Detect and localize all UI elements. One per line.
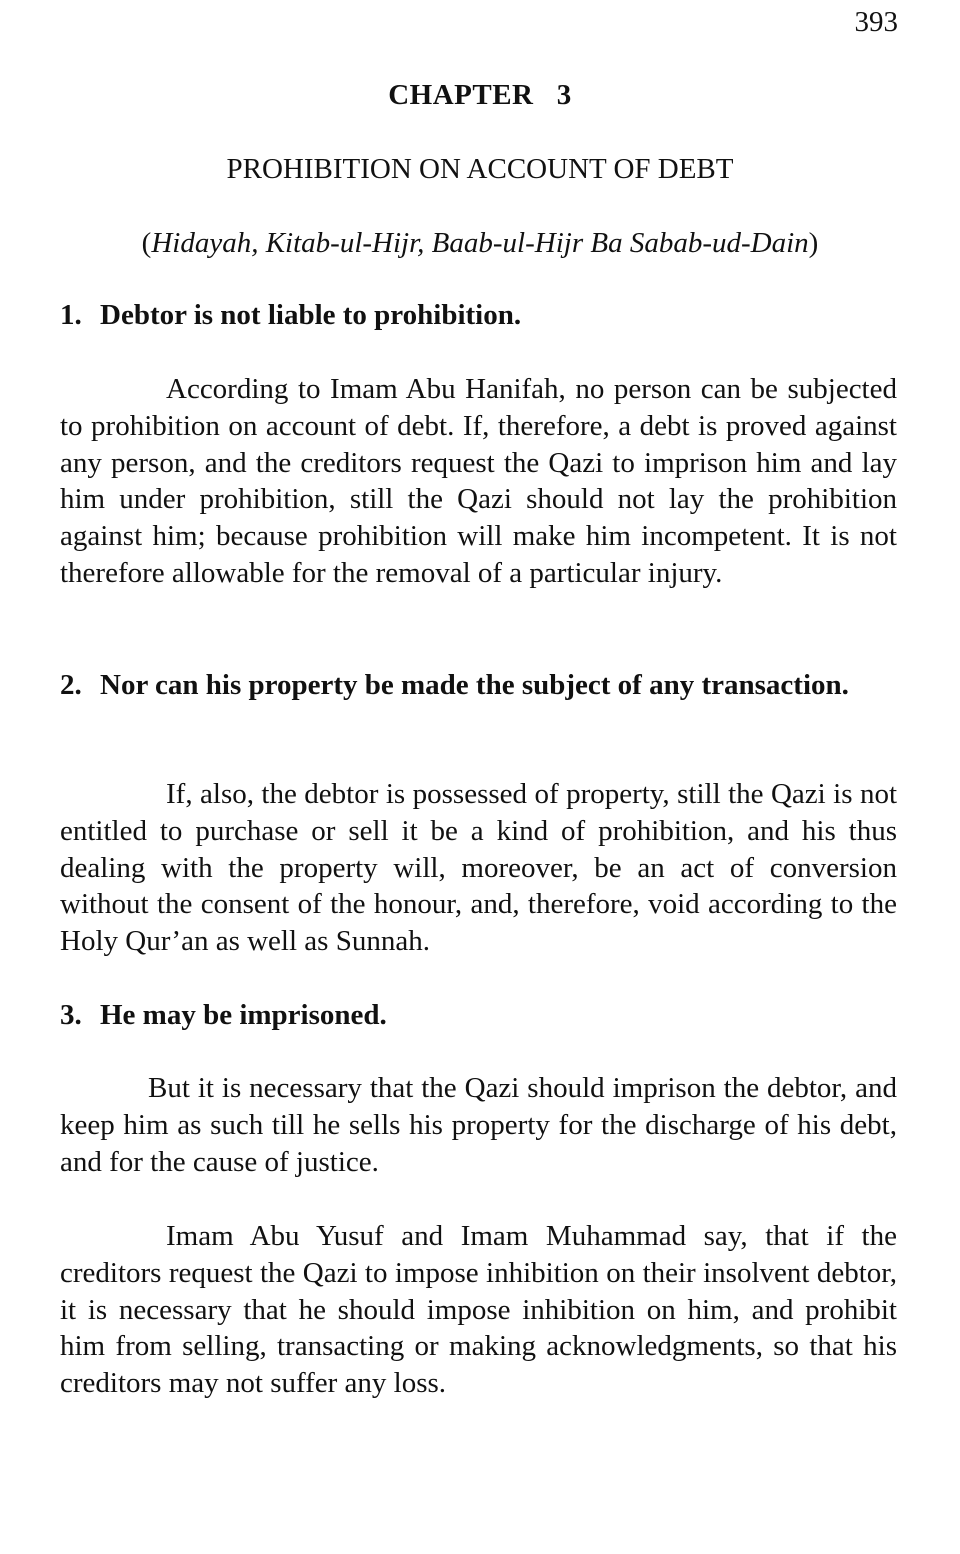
source-reference-open: (	[141, 227, 152, 259]
section-heading-text-1: Debtor is not liable to prohibition.	[100, 299, 522, 331]
section-heading-text-3: He may be imprisoned.	[100, 999, 387, 1031]
page-number: 393	[854, 6, 898, 38]
section-number-1: 1.	[60, 299, 82, 331]
section-number-2: 2.	[60, 669, 82, 701]
section-3-paragraph-2: Imam Abu Yusuf and Imam Muhammad say, that if the creditors request the Qazi to impose inhibition on their insolvent debtor, it is necessary that he should impose inhibition on him, and prohibit him from selling, transacting or making acknowledgments, so that his creditors may not suffer any loss.	[60, 1220, 897, 1400]
source-reference	[0, 224, 960, 262]
section-number-3: 3.	[60, 999, 82, 1031]
source-reference-close: )	[808, 227, 819, 259]
section-heading-1	[60, 297, 900, 334]
section-1-paragraph-1: According to Imam Abu Hanifah, no person can be subjected to prohibition on account of debt. If, therefore, a debt is proved against any person, and the creditors request the Qazi to imprison him and lay him under prohibition, still the Qazi should not lay the prohibition against him; because prohibition will make him incompetent. It is not therefore allowable for the removal of a particular injury.	[60, 373, 897, 589]
section-2-paragraph-1: If, also, the debtor is possessed of property, still the Qazi is not entitled to purchase or sell it be a kind of prohibition, and his thus dealing with the property will, moreover, be an act of conversion without the consent of the honour, and, therefore, void according to the Holy Qur’an as well as Sunnah.	[60, 778, 897, 958]
section-heading-text-2: Nor can his property be made the subject of any transaction.	[100, 669, 849, 701]
source-reference-text: Hidayah, Kitab-ul-Hijr, Baab-ul-Hijr Ba Sabab-ud-Dain	[151, 227, 809, 259]
section-heading-2	[60, 667, 900, 704]
section-heading-3	[60, 997, 900, 1034]
chapter-subtitle: PROHIBITION ON ACCOUNT OF DEBT	[226, 153, 734, 185]
section-3-paragraph-1: But it is necessary that the Qazi should imprison the debtor, and keep him as such till he sells his property for the discharge of his debt, and for the cause of justice.	[60, 1072, 897, 1178]
chapter-title: CHAPTER 3	[388, 79, 572, 111]
